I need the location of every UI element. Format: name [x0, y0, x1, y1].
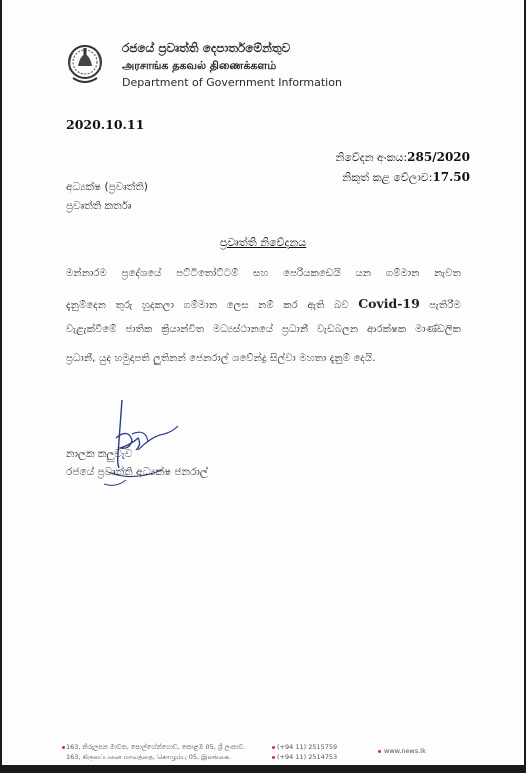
subject-heading: ප්‍රවෘත්ති නිවේදනය	[219, 236, 307, 249]
body-line-4: ප්‍රධානී, යුද හමුදාපති ලුතිනන් ජෙනරාල් ශවේන්ද්‍ර සිල්වා මහතා දැනුම් දෙයි.	[66, 353, 376, 364]
release-number-value: 285/2020	[407, 150, 470, 164]
signatory-title: රජයේ ප්‍රවෘත්ති අධ්‍යක්ෂ ජනරාල්	[66, 466, 208, 478]
release-time-value: 17.50	[432, 170, 470, 184]
recipient-line-1: අධ්‍යක්ෂ (ප්‍රවෘත්ති)	[66, 181, 148, 193]
covid-term: Covid-19	[358, 296, 420, 311]
department-name-english: Department of Government Information	[122, 76, 342, 89]
phone-icon	[272, 746, 275, 749]
footer-address-sinhala: 163, කිරුලපන මාවත, පොල්හේන්ගොඩ, කොළඹ 05, ශ්‍රී ලංකාව.	[66, 743, 246, 751]
body-line-1: මන්නාරම ප්‍රදේශයේ පට්ටිතෝට්ටම් සහ පෙරියකඩෙයි යන ගම්මාන නැවත	[66, 268, 461, 279]
release-time-label: නිකුත් කළ වේලාව:	[342, 171, 433, 184]
department-name-sinhala: රජයේ ප්‍රවෘත්ති දෙපාර්තමේන්තුව	[122, 41, 291, 55]
release-time	[342, 170, 470, 185]
body-line-2-end: පැතිරීම	[419, 300, 461, 311]
fax-icon	[272, 756, 275, 759]
footer-address-tamil: 163, கிருலப்பனை மாவத்தை, கொழும்பு 05, இலங்கை.	[66, 753, 231, 761]
footer-fax: (+94 11) 2514753	[277, 753, 338, 761]
web-icon	[378, 750, 381, 753]
department-name-tamil: அரசாங்க தகவல் திணைக்களம்	[122, 59, 277, 72]
release-number	[335, 150, 470, 165]
body-line-2	[66, 296, 461, 311]
recipient-line-2: ප්‍රවෘත්ති කර්තෘ	[66, 200, 132, 212]
footer-website: www.news.lk	[384, 747, 426, 755]
body-line-3: වැළැක්වීමේ ජාතික ක්‍රියාන්විත මධ්‍යස්ථානයේ ප්‍රධානී වැඩබලන ආරක්ෂක මාණ්ඩලික	[66, 324, 461, 335]
release-number-label: නිවේදන අංකය:	[335, 151, 408, 164]
release-date: 2020.10.11	[66, 117, 145, 132]
body-line-2-start: දැනුම්දෙන තුරු හුදකලා ගම්මාන ලෙස නම් කර ඇති බව	[66, 300, 359, 311]
press-release-page	[2, 0, 524, 765]
footer-telephone: (+94 11) 2515759	[277, 743, 338, 751]
signatory-name: නාලක කලුවැව	[66, 448, 133, 460]
sri-lanka-emblem-icon	[64, 40, 106, 88]
location-icon	[62, 746, 65, 749]
